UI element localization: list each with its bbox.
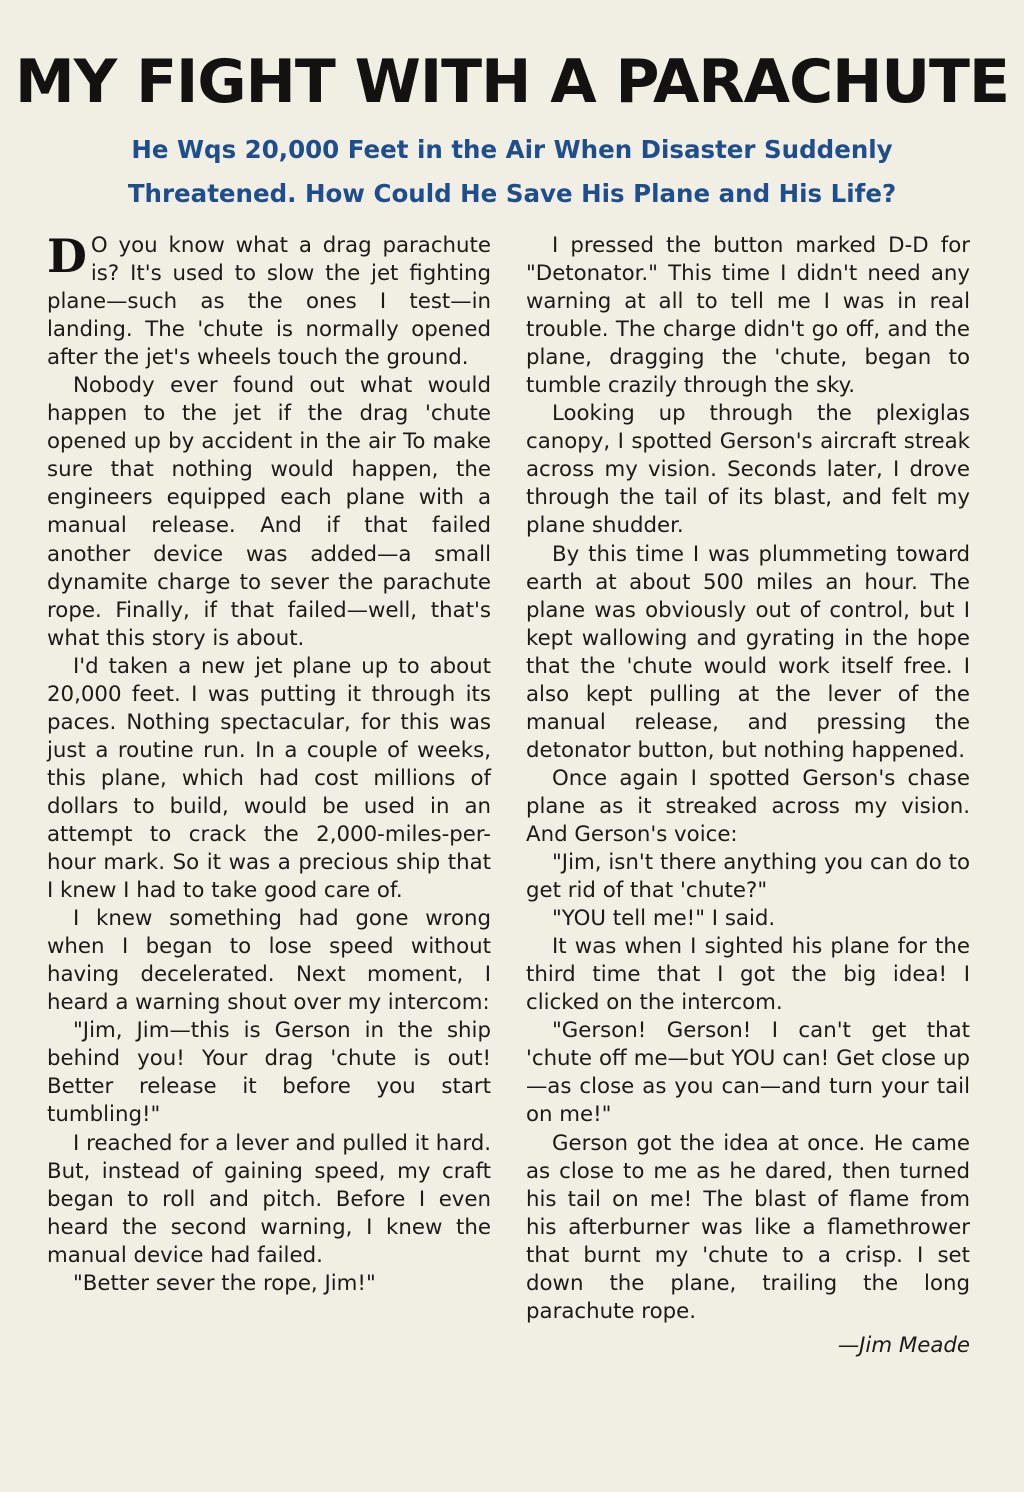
right-column [526, 232, 970, 1360]
article-subtitle [0, 128, 1024, 216]
drop-cap: D [47, 229, 87, 283]
paragraph: Looking up through the plexiglas canopy, I spotted Gerson's aircraft streak across my vision. Seconds later, I drove through the tail of its blast, and felt my plane shudder. [526, 401, 970, 539]
paragraph: Nobody ever found out what would happen to the jet if the drag 'chute opened up by accident in the air To make sure that nothing would happen, the engineers equipped each plane with a manual release. And if that failed another device was added—a small dynamite charge to sever the parachute rope. Finally, if that failed—well, that's what this story is about. [47, 373, 491, 651]
paragraph: Gerson got the idea at once. He came as close to me as he dared, then turned his tail on me! The blast of flame from his afterburner was like a flamethrower that burnt my 'chute to a crisp. I set down the plane, trailing the long parachute rope. [526, 1130, 970, 1324]
paragraph: By this time I was plummeting toward earth at about 500 miles an hour. The plane was obviously out of control, but I kept wallowing and gyrating in the hope that the 'chute would work itself free. I also kept pulling at the lever of the manual release, and pressing the detonator button, but nothing happened. [526, 541, 970, 763]
paragraph: I'd taken a new jet plane up to about 20,000 feet. I was putting it through its paces. Nothing spectacular, for this was just a routine run. In a couple of weeks, this plane, which had cost millions of dollars to build, would be used in an attempt to crack the 2,000-miles-per-hour mark. So it was a precious ship that I knew I had to take good care of. [47, 653, 491, 904]
subtitle-line-2: Threatened. How Could He Save His Plane and His Life? [127, 179, 897, 208]
paragraph: It was when I sighted his plane for the third time that I got the big idea! I clicked on the intercom. [526, 934, 970, 1016]
paragraph: "Better sever the rope, Jim!" [73, 1270, 376, 1296]
article-title: MY FIGHT WITH A PARACHUTE [15, 47, 1009, 117]
paragraph: Once again I spotted Gerson's chase plane as it streaked across my vision. And Gerson's voice: [526, 765, 970, 847]
author-signature: —Jim Meade [837, 1332, 970, 1358]
paragraph: "Gerson! Gerson! I can't get that 'chute off me—but YOU can! Get close up—as close as you can—and turn your tail on me!" [526, 1018, 970, 1128]
paragraph: I pressed the button marked D-D for "Detonator." This time I didn't need any warning at all to tell me I was in real trouble. The charge didn't go off, and the plane, dragging the 'chute, began to tumble crazily through the sky. [526, 233, 970, 399]
paragraph: "YOU tell me!" I said. [552, 906, 776, 932]
paragraph [47, 229, 491, 372]
subtitle-line-1: He Wqs 20,000 Feet in the Air When Disaster Suddenly [131, 135, 893, 164]
paragraph: "Jim, isn't there anything you can do to get rid of that 'chute?" [526, 850, 970, 904]
paragraph: "Jim, Jim—this is Gerson in the ship behind you! Your drag 'chute is out! Better release it before you start tumbling!" [47, 1018, 491, 1128]
paragraph-text: O you know what a drag parachute is? It's used to slow the jet fighting plane—such as the ones I test—in landing. The 'chute is normally opened after the jet's wheels touch the ground. [47, 233, 491, 371]
paragraph: I knew something had gone wrong when I began to lose speed without having decelerated. Next moment, I heard a warning shout over my intercom: [47, 906, 491, 1016]
paragraph: I reached for a lever and pulled it hard. But, instead of gaining speed, my craft began to roll and pitch. Before I even heard the second warning, I knew the manual device had failed. [47, 1130, 491, 1268]
left-column [47, 229, 491, 1298]
